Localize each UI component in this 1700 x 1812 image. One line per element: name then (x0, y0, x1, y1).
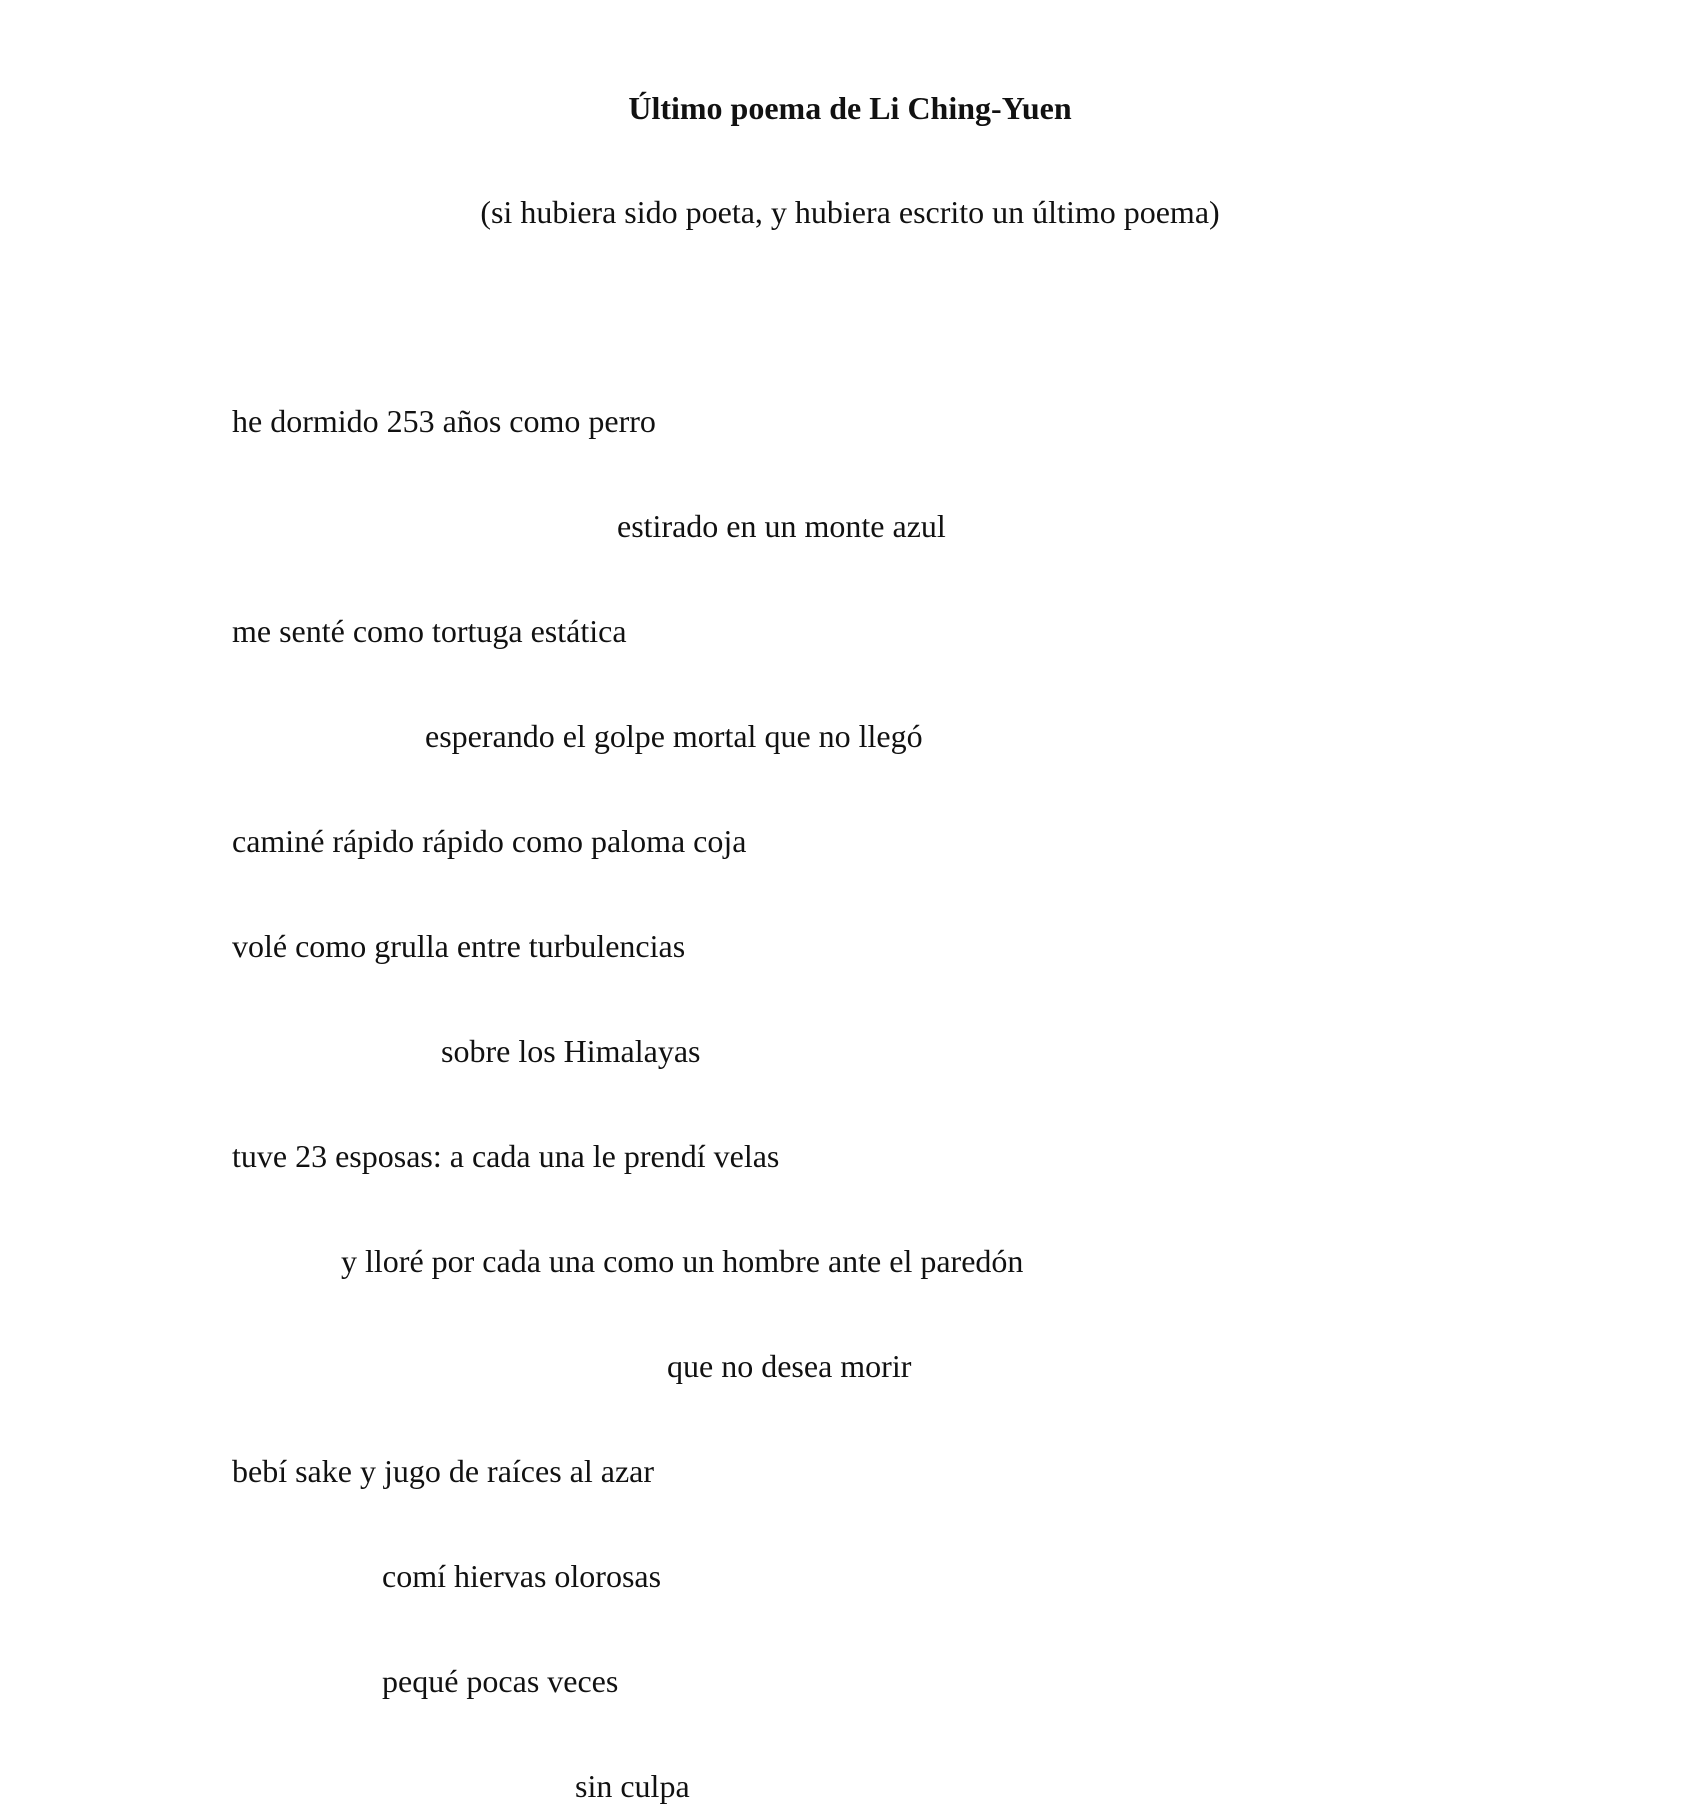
poem-subtitle: (si hubiera sido poeta, y hubiera escrito un último poema) (480, 194, 1220, 230)
poem-title: Último poema de Li Ching-Yuen (628, 90, 1072, 126)
poem-line: bebí sake y jugo de raíces al azar (232, 1453, 655, 1489)
poem-line: estirado en un monte azul (617, 508, 946, 544)
poem-line: sobre los Himalayas (441, 1033, 701, 1069)
poem-line: comí hiervas olorosas (382, 1558, 662, 1594)
poem-line: volé como grulla entre turbulencias (232, 928, 686, 964)
poem-line: me senté como tortuga estática (232, 613, 627, 649)
poem-line: he dormido 253 años como perro (232, 403, 656, 439)
poem-line: esperando el golpe mortal que no llegó (425, 718, 923, 754)
poem-line: sin culpa (575, 1768, 690, 1804)
poem-line: tuve 23 esposas: a cada una le prendí velas (232, 1138, 780, 1174)
poem-line: caminé rápido rápido como paloma coja (232, 823, 747, 859)
poem-line: que no desea morir (667, 1348, 912, 1384)
poem-line: y lloré por cada una como un hombre ante el paredón (341, 1243, 1024, 1279)
poem-line: pequé pocas veces (382, 1663, 619, 1699)
